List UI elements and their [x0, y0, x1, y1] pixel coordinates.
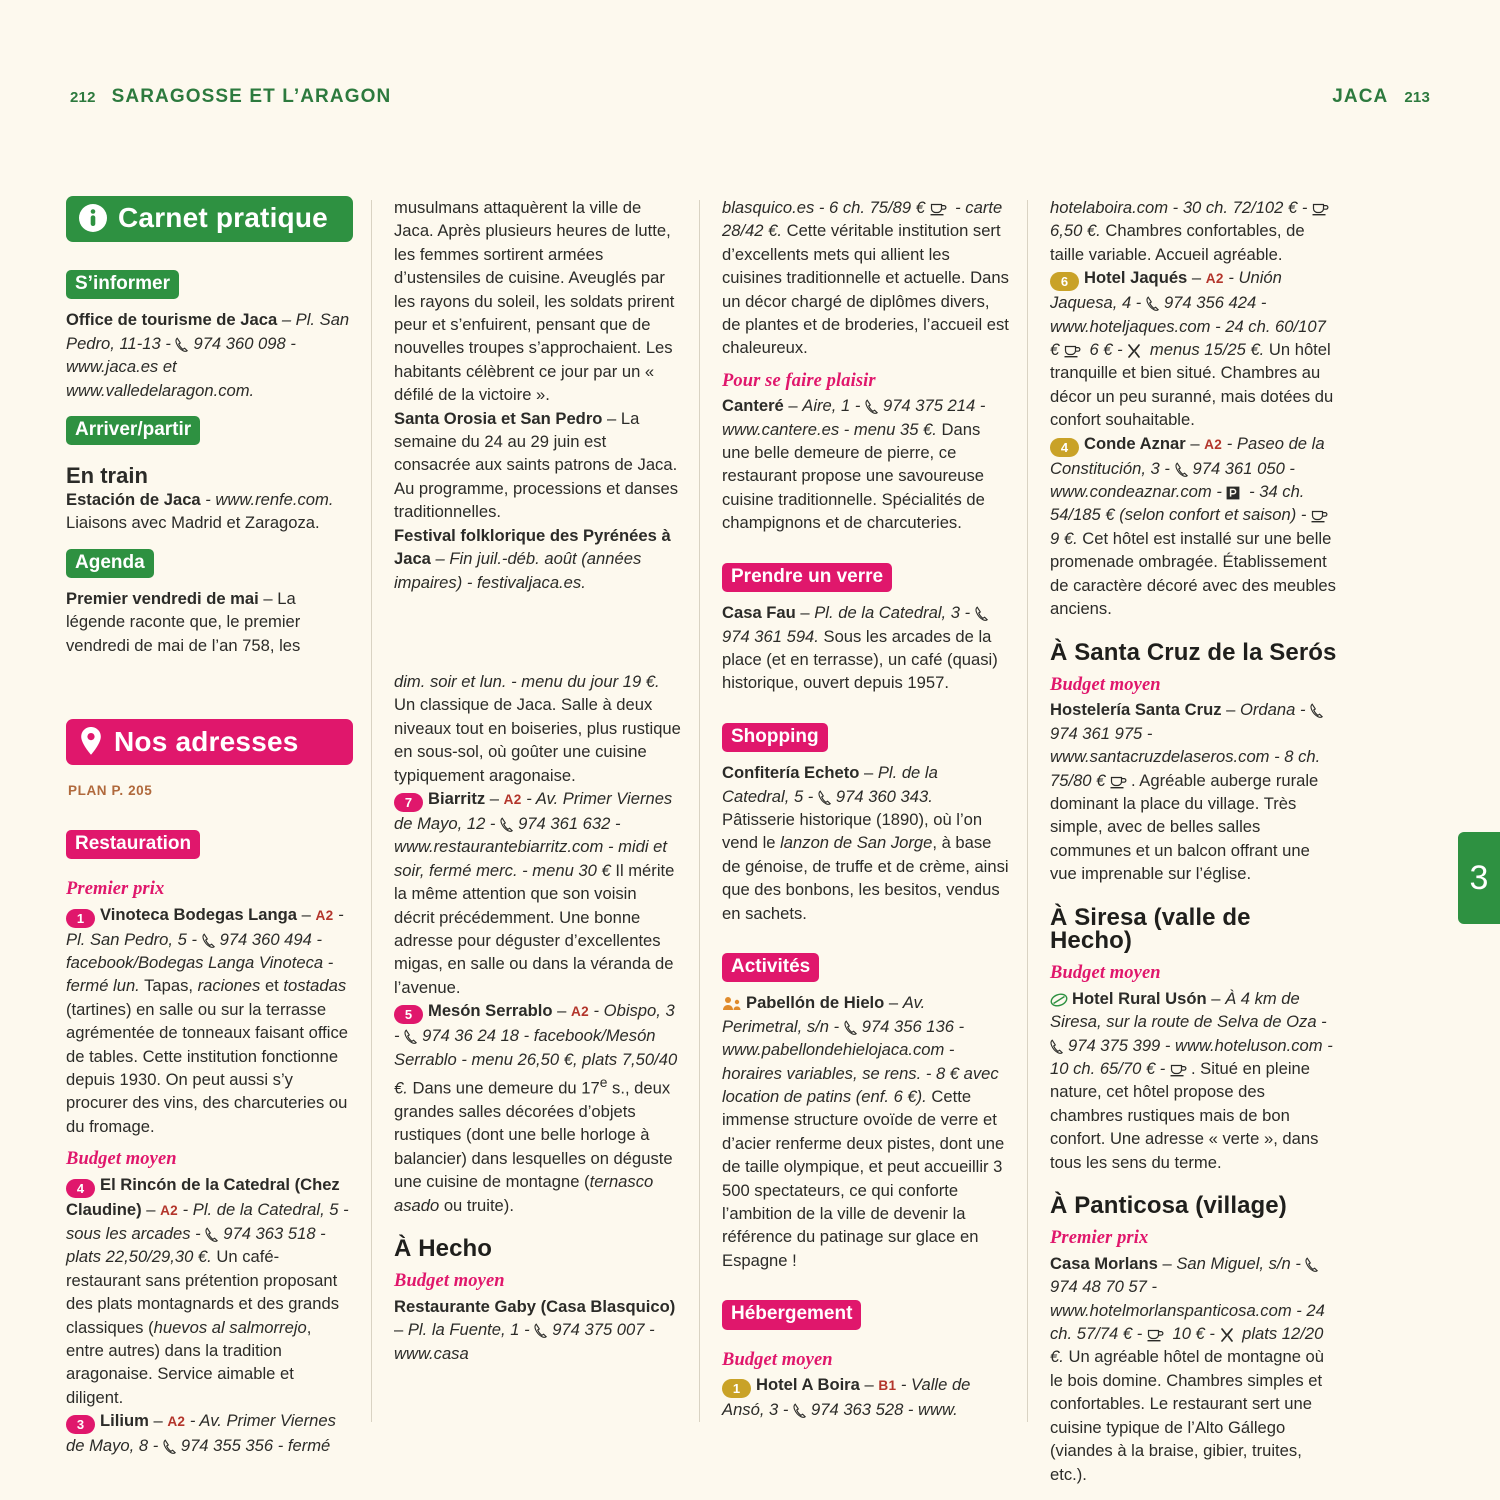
map-zone-code: A2	[315, 907, 334, 923]
listing-desc-3: ou truite).	[439, 1195, 514, 1215]
listing-desc: Dans une belle demeure de pierre, ce restaurant propose une savoureuse cuisine traditionnelle. Spécialités de champignons et de charcuteries.	[722, 419, 985, 533]
listing-number-badge: 4	[66, 1179, 95, 1198]
map-zone-code: A2	[503, 791, 522, 807]
listing-casa-fau	[722, 601, 1009, 695]
listing-meson-serrablo	[394, 999, 681, 1217]
listing-name: Restaurante Gaby (Casa Blasquico)	[394, 1296, 676, 1316]
listing-web: - www.condeaznar.com -	[1050, 458, 1295, 502]
map-zone-code: A2	[570, 1004, 589, 1020]
listing-italic-1: lanzon de San Jorge	[780, 833, 933, 853]
listing-name: Canteré	[722, 396, 784, 416]
listing-tail: .	[1130, 770, 1136, 790]
listing-address: - Pl. San Pedro, 5 -	[66, 904, 344, 949]
listing-restaurante-gaby	[394, 1295, 681, 1365]
breakfast-icon	[1110, 776, 1127, 789]
listing-lilium	[66, 1409, 353, 1457]
listing-italic-2: tostadas	[283, 976, 347, 996]
office-name: Office de tourisme de Jaca	[66, 310, 278, 330]
listing-breakfast-price: 9 €.	[1050, 528, 1078, 548]
listing-phone: 974 361 050	[1192, 458, 1285, 478]
listing-web: - facebook/Mesón Serrablo - menu 26,50 €, plats 7,50/40 €.	[394, 1026, 678, 1098]
listing-phone: 974 356 136	[861, 1016, 954, 1036]
listing-desc-3: (tartines) en salle ou sur la terrasse agrémentée de tonneaux faisant office de tables. Cette institution fonctionne depuis 1930. On peut aussi s’y procurer des vins, des charcuteries ou du fromage.	[66, 999, 348, 1136]
plan-reference: PLAN P. 205	[68, 783, 153, 799]
listing-tail: .	[1190, 1059, 1196, 1078]
price-category-budget-moyen: Budget moyen	[1050, 963, 1161, 984]
estacion-web: - www.renfe.com.	[200, 489, 334, 509]
phone-icon	[1175, 462, 1189, 477]
listing-desc: Un agréable hôtel de montagne où le bois domine. Chambres simples et confortables. Le restaurant sert une cuisine typique de l’Alto Gállego (viandes à la braise, gibier, truites, etc.).	[1050, 1347, 1325, 1484]
agenda-entry	[66, 587, 353, 657]
chapter-number: 3	[1469, 858, 1489, 897]
listing-address: Pl. de la Catedral, 3 -	[814, 603, 975, 623]
running-head-left	[70, 86, 391, 108]
listing-dash: –	[859, 763, 878, 783]
lilium-continuation	[394, 670, 681, 787]
aboira-breakfast-price: 6,50 €.	[1050, 221, 1101, 241]
column-4	[1009, 196, 1337, 1484]
listing-dash: –	[1185, 433, 1205, 453]
listing-dash: –	[394, 1320, 408, 1340]
listing-web: - www.hoteljaques.com - 24 ch. 60/107 €	[1050, 293, 1326, 360]
listing-number-badge: 7	[394, 793, 423, 812]
listing-address: Pl. de la Catedral, 5 -	[722, 763, 938, 806]
phone-icon	[534, 1323, 548, 1338]
section-heading-panticosa: À Panticosa (village)	[1050, 1192, 1287, 1220]
listing-desc: Un hôtel tranquille et bien situé. Chambres au décor un peu suranné, mais dotées du confort souhaitable.	[1050, 340, 1334, 430]
estacion-text: Liaisons avec Madrid et Zaragoza.	[66, 513, 320, 533]
listing-desc: Cette immense structure ovoïde de verre et d’acier renferme deux pistes, dont une de taille olympique, et peut accueillir 3 500 spectateurs, ce qui conforte l’ambition de la ville de devenir la référence du patinage sur glace en Espagne !	[722, 1087, 1005, 1270]
price-category-budget-moyen: Budget moyen	[722, 1349, 833, 1370]
phone-icon	[1310, 703, 1324, 718]
listing-address: - Paseo de la Constitución, 3 -	[1050, 433, 1325, 478]
subhead-prendre-un-verre: Prendre un verre	[722, 563, 892, 592]
listing-rincon	[66, 1173, 353, 1410]
listing-address: - Unión Jaquesa, 4 -	[1050, 268, 1282, 313]
aboira-continuation	[1050, 196, 1337, 266]
nos-adresses-label: Nos adresses	[114, 725, 299, 757]
listing-desc-1: Pâtisserie historique (1890), où l’on vend le	[722, 809, 983, 853]
price-category-premier-prix: Premier prix	[66, 879, 165, 900]
page-columns	[66, 196, 1436, 1484]
phone-icon	[163, 1439, 177, 1454]
listing-web: - www.santacruzdelaseros.com - 8 ch. 75/80 €	[1050, 723, 1321, 790]
listing-address: Av. Perimetral, s/n -	[722, 993, 926, 1036]
listing-hotel-jaques	[1050, 266, 1337, 431]
listing-web: - www.	[903, 1400, 958, 1420]
listing-number-badge: 3	[66, 1415, 95, 1434]
listing-biarritz	[394, 787, 681, 999]
listing-phone: 974 363 518	[223, 1223, 316, 1243]
santa-orosia-entry	[394, 407, 681, 524]
listing-name: Pabellón de Hielo	[746, 993, 885, 1013]
listing-name: Confitería Echeto	[722, 763, 860, 783]
restaurant-icon	[1127, 344, 1141, 358]
listing-address: - Av. Primer Viernes de Mayo, 12 -	[394, 788, 673, 833]
listing-address: À 4 km de Siresa, sur la route de Selva de Oza -	[1050, 988, 1327, 1032]
agenda-item-text: – La légende raconte que, le premier vendredi de mai de l’an 758, les	[66, 589, 301, 655]
listing-desc: Agréable auberge rurale dominant la place du village. Très simple, avec de belles salles communes et un balcon offrant une vue imprenable sur l’église.	[1050, 770, 1319, 884]
listing-phone: 974 36 24 18	[422, 1026, 520, 1046]
folio-right: 213	[1404, 89, 1430, 106]
subhead-sinformer: S’informer	[66, 270, 179, 299]
listing-name: Biarritz	[428, 788, 486, 808]
listing-number-badge: 4	[1050, 438, 1079, 457]
aboira-desc: Chambres confortables, de taille variable. Accueil agréable.	[1050, 221, 1305, 264]
map-pin-icon	[78, 726, 104, 756]
event-name: Santa Orosia et San Pedro	[394, 408, 603, 428]
listing-name: Conde Aznar	[1084, 433, 1186, 453]
office-phone: 974 360 098	[193, 333, 286, 353]
listing-dash: –	[783, 396, 803, 416]
listing-dash: –	[859, 1375, 879, 1395]
listing-number-badge: 1	[722, 1379, 751, 1398]
aboira-rooms: hotelaboira.com - 30 ch. 72/102 € -	[1050, 198, 1312, 217]
listing-phone: 974 361 632	[518, 813, 611, 833]
subhead-agenda: Agenda	[66, 549, 154, 578]
breakfast-icon	[1064, 345, 1081, 358]
listing-name: Hostelería Santa Cruz	[1050, 700, 1222, 720]
listing-web: - www.cantere.es - menu 35 €.	[722, 396, 986, 439]
listing-web: - www.hoteluson.com - 10 ch. 65/70 € -	[1050, 1035, 1333, 1078]
estacion-name: Estación de Jaca	[66, 489, 201, 509]
nos-adresses-banner	[66, 719, 353, 765]
phone-icon	[500, 817, 514, 832]
en-train-heading: En train	[66, 463, 148, 489]
listing-breakfast-price: 6 € -	[1084, 340, 1128, 360]
agenda-item-name: Premier vendredi de mai	[66, 589, 259, 609]
listing-hosteleria-santa-cruz	[1050, 698, 1337, 885]
listing-menu-price: menus 15/25 €.	[1145, 340, 1265, 360]
listing-dash: –	[1206, 988, 1226, 1008]
subhead-restauration: Restauration	[66, 830, 200, 859]
carnet-pratique-label: Carnet pratique	[118, 202, 328, 234]
listing-web: - www.hotelmorlanspanticosa.com - 24 ch. 57/74 € -	[1050, 1277, 1325, 1344]
listing-address: - Av. Primer Viernes de Mayo, 8 -	[66, 1411, 336, 1456]
listing-conde-aznar	[1050, 432, 1337, 621]
listing-dash: –	[141, 1199, 161, 1219]
listing-italic-1: raciones	[197, 976, 261, 996]
listing-dash: –	[1187, 268, 1206, 288]
listing-tail: - fermé	[273, 1436, 331, 1456]
map-zone-code: A2	[167, 1414, 186, 1430]
price-category-budget-moyen: Budget moyen	[394, 1271, 505, 1292]
listing-phone: 974 355 356	[180, 1436, 274, 1456]
office-de-tourisme-entry	[66, 308, 353, 402]
listing-dash: –	[485, 788, 504, 808]
listing-desc: Situé en pleine nature, cet hôtel propose des chambres rustiques mais de bon confort. Une adresse « verte », dans tous les sens du terme.	[1050, 1059, 1319, 1172]
listing-address: San Miguel, s/n -	[1176, 1253, 1306, 1273]
phone-icon	[844, 1020, 858, 1035]
price-category-budget-moyen: Budget moyen	[66, 1149, 177, 1170]
office-web: - www.jaca.es et www.valledelaragon.com.	[66, 333, 296, 400]
gaby-continuation	[722, 196, 1009, 360]
listing-name: Hotel Rural Usón	[1072, 988, 1207, 1008]
estacion-entry	[66, 488, 353, 535]
event-text: – La semaine du 24 au 29 juin est consacrée aux saints patrons de Jaca. Au programme, processions et danses traditionnelles.	[394, 408, 679, 522]
listing-address: Pl. la Fuente, 1 -	[407, 1320, 535, 1340]
price-category-budget-moyen: Budget moyen	[1050, 674, 1161, 695]
listing-desc: Cet hôtel est installé sur une belle promenade ombragée. Établissement de caractère décoré avec des meubles anciens.	[1050, 528, 1336, 619]
chapter-thumb-tab	[1458, 832, 1500, 924]
running-head-right	[1332, 86, 1430, 108]
breakfast-icon	[1311, 510, 1328, 523]
listing-name: Casa Fau	[722, 603, 796, 623]
listing-phone: 974 361 594.	[722, 626, 819, 646]
listing-web: - www.casa	[394, 1320, 655, 1363]
listing-number-badge: 1	[66, 909, 95, 928]
section-heading-siresa: À Siresa (valle de Hecho)	[1050, 903, 1251, 954]
phone-icon	[1050, 1039, 1064, 1054]
column-1	[66, 196, 353, 1456]
listing-dash: –	[795, 603, 815, 623]
listing-address: - Valle de Ansó, 3 -	[722, 1375, 971, 1420]
listing-phone: 974 360 494	[219, 929, 312, 949]
family-icon	[722, 996, 742, 1011]
running-title-right: JACA	[1332, 86, 1389, 107]
event-name: Festival folklorique des Pyrénées à Jaca	[394, 525, 671, 569]
listing-hotel-rural-uson	[1050, 987, 1337, 1174]
event-text: – Fin juil.-déb. août (années impaires) - festivaljaca.es.	[394, 549, 642, 592]
listing-web: - www.restaurantebiarritz.com - midi et soir, fermé merc. - menu 30 €	[394, 813, 667, 880]
phone-icon	[1146, 296, 1160, 311]
listing-dish-price: plats 12/20 €.	[1050, 1324, 1324, 1367]
section-heading-hecho: À Hecho	[394, 1234, 493, 1262]
subhead-shopping: Shopping	[722, 723, 828, 752]
gaby-price: - carte 28/42 €.	[722, 198, 1003, 241]
parking-icon	[1226, 486, 1240, 500]
subhead-activites: Activités	[722, 953, 819, 982]
listing-phone: 974 363 528	[811, 1400, 904, 1420]
phone-icon	[175, 337, 189, 352]
listing-desc-1: Un café-restaurant sans prétention proposant des plats montagnards et des grands classiques (	[66, 1247, 340, 1337]
restaurant-icon	[1220, 1328, 1234, 1342]
phone-icon	[818, 790, 832, 805]
listing-phone: 974 375 399	[1068, 1035, 1161, 1055]
listing-phone: 974 375 214	[882, 396, 976, 416]
listing-name: Casa Morlans	[1050, 1253, 1158, 1273]
phone-icon	[975, 606, 989, 621]
listing-desc-2: , à base de génoise, de truffe et de crème, ainsi que des bonbons, les besitos, vendus en sachets.	[722, 833, 1009, 923]
listing-cantere	[722, 394, 1009, 534]
gaby-desc: Cette véritable institution sert d’excellents mets qui allient les cuisines traditionnelle et actuelle. Dans un décor chargé de diplômes divers, de plantes et de broderies, l’accueil est chaleureux.	[722, 221, 1009, 358]
listing-desc-1: Tapas,	[139, 976, 198, 996]
map-zone-code: A2	[160, 1202, 179, 1218]
listing-phone: 974 48 70 57	[1050, 1277, 1147, 1297]
legend-continuation: musulmans attaquèrent la ville de Jaca. Après plusieurs heures de lutte, les femmes sortirent armées d’ustensiles de cuisine. Aveuglés par les rayons du soleil, les soldats prirent peur et s’enfuirent, pensant que de nouvelles troupes s’approchaient. Les habitants célèbrent ce jour par un « défilé de la victoire ».	[394, 198, 675, 405]
listing-name: Hotel Jaqués	[1084, 268, 1188, 288]
breakfast-icon	[930, 203, 947, 216]
folio-left: 212	[70, 89, 96, 106]
map-zone-code: B1	[878, 1378, 897, 1394]
festival-folklorique-entry	[394, 524, 681, 594]
listing-phone: 974 356 424	[1163, 293, 1257, 313]
phone-icon	[205, 1227, 219, 1242]
breakfast-icon	[1170, 1064, 1187, 1077]
phone-icon	[1305, 1257, 1319, 1272]
listing-address: Ordana -	[1239, 700, 1311, 720]
listing-phone: 974 361 975	[1050, 723, 1143, 743]
info-circle-icon	[78, 203, 108, 233]
listing-italic-1: huevos al salmorrejo	[153, 1317, 307, 1337]
listing-dash: –	[148, 1411, 168, 1431]
map-zone-code: A2	[1204, 436, 1223, 452]
running-title-left: SARAGOSSE ET L’ARAGON	[111, 86, 392, 107]
listing-name: Hotel A Boira	[756, 1375, 860, 1395]
phone-icon	[793, 1403, 807, 1418]
column-2	[353, 196, 681, 1426]
listing-breakfast-price: 10 € -	[1167, 1324, 1220, 1344]
carnet-pratique-banner	[66, 196, 353, 242]
listing-hotel-a-boira	[722, 1373, 1009, 1421]
listing-dash: –	[297, 904, 316, 924]
listing-dash: –	[1157, 1253, 1177, 1273]
green-leaf-icon	[1050, 993, 1068, 1007]
listing-vinoteca	[66, 903, 353, 1139]
listing-desc: Sous les arcades de la place (et en terrasse), un café (quasi) historique, ouvert depuis 1957.	[722, 626, 998, 693]
listing-desc-2: et	[260, 976, 284, 996]
listing-desc-1: Dans une demeure du 17	[407, 1078, 600, 1098]
subhead-hebergement: Hébergement	[722, 1300, 861, 1329]
price-category-pour-se-faire-plaisir: Pour se faire plaisir	[722, 370, 876, 391]
listing-dash: –	[552, 1001, 571, 1021]
price-category-premier-prix: Premier prix	[1050, 1228, 1149, 1249]
office-details: – Pl. San Pedro, 11-13 -	[66, 310, 350, 353]
listing-number-badge: 6	[1050, 272, 1079, 291]
lilium-desc: Un classique de Jaca. Salle à deux niveaux tout en boiseries, plus rustique en sous-sol, où goûter une cuisine typiquement aragonaise.	[394, 695, 681, 785]
listing-name: Lilium	[100, 1411, 149, 1431]
phone-icon	[865, 399, 879, 414]
phone-icon	[404, 1029, 418, 1044]
lilium-hours: dim. soir et lun. - menu du jour 19 €.	[394, 671, 660, 691]
listing-confiteria-echeto	[722, 761, 1009, 925]
listing-casa-morlans	[1050, 1252, 1337, 1486]
listing-phone: 974 360 343.	[835, 786, 933, 806]
listing-pabellon-de-hielo	[722, 991, 1009, 1272]
map-zone-code: A2	[1205, 271, 1224, 287]
breakfast-icon	[1312, 203, 1329, 216]
listing-dash: –	[1221, 700, 1240, 720]
listing-rooms-price: - 34 ch. 54/185 € (selon confort et saison) -	[1050, 482, 1312, 525]
listing-address: Aire, 1 -	[802, 396, 865, 416]
listing-italic-1: ternasco asado	[394, 1172, 654, 1215]
gaby-rooms: blasquico.es - 6 ch. 75/89 €	[722, 198, 930, 217]
breakfast-icon	[1147, 1329, 1164, 1342]
listing-address: - Pl. de la Catedral, 5 - sous les arcades -	[66, 1199, 349, 1243]
listing-web: - facebook/Bodegas Langa Vinoteca - fermé lun.	[66, 929, 334, 996]
listing-price: - plats 22,50/29,30 €.	[66, 1223, 326, 1267]
listing-desc-2: s., deux grandes salles décorées d’objets rustiques (dont une belle horloge à balancier) dans lesquelles on déguste une cuisine de montagne (	[394, 1078, 673, 1192]
listing-number-badge: 5	[394, 1005, 423, 1024]
subhead-arriver-partir: Arriver/partir	[66, 416, 200, 445]
phone-icon	[202, 933, 216, 948]
listing-dash: –	[884, 993, 903, 1013]
listing-desc: Il mérite la même attention que son voisin décrit précédemment. Une bonne adresse pour déguster d’excellentes migas, en salle ou dans la véranda de l’avenue.	[394, 860, 675, 997]
listing-phone: 974 375 007	[552, 1320, 645, 1340]
listing-name: El Rincón de la Catedral (Chez Claudine)	[66, 1174, 340, 1219]
listing-web: - www.pabellondehielojaca.com - horaires variables, se rens. - 8 € avec location de patins (enf. 6 €).	[722, 1016, 999, 1106]
listing-name: Mesón Serrablo	[428, 1001, 553, 1021]
column-3	[681, 196, 1009, 1426]
listing-ordinal-sup: e	[599, 1074, 608, 1090]
listing-address: - Obispo, 3 -	[394, 1001, 675, 1046]
listing-name: Vinoteca Bodegas Langa	[100, 904, 298, 924]
section-heading-santa-cruz: À Santa Cruz de la Serós	[1050, 638, 1337, 666]
listing-desc-2: , entre autres) dans la tradition aragonaise. Service aimable et diligent.	[66, 1317, 312, 1407]
